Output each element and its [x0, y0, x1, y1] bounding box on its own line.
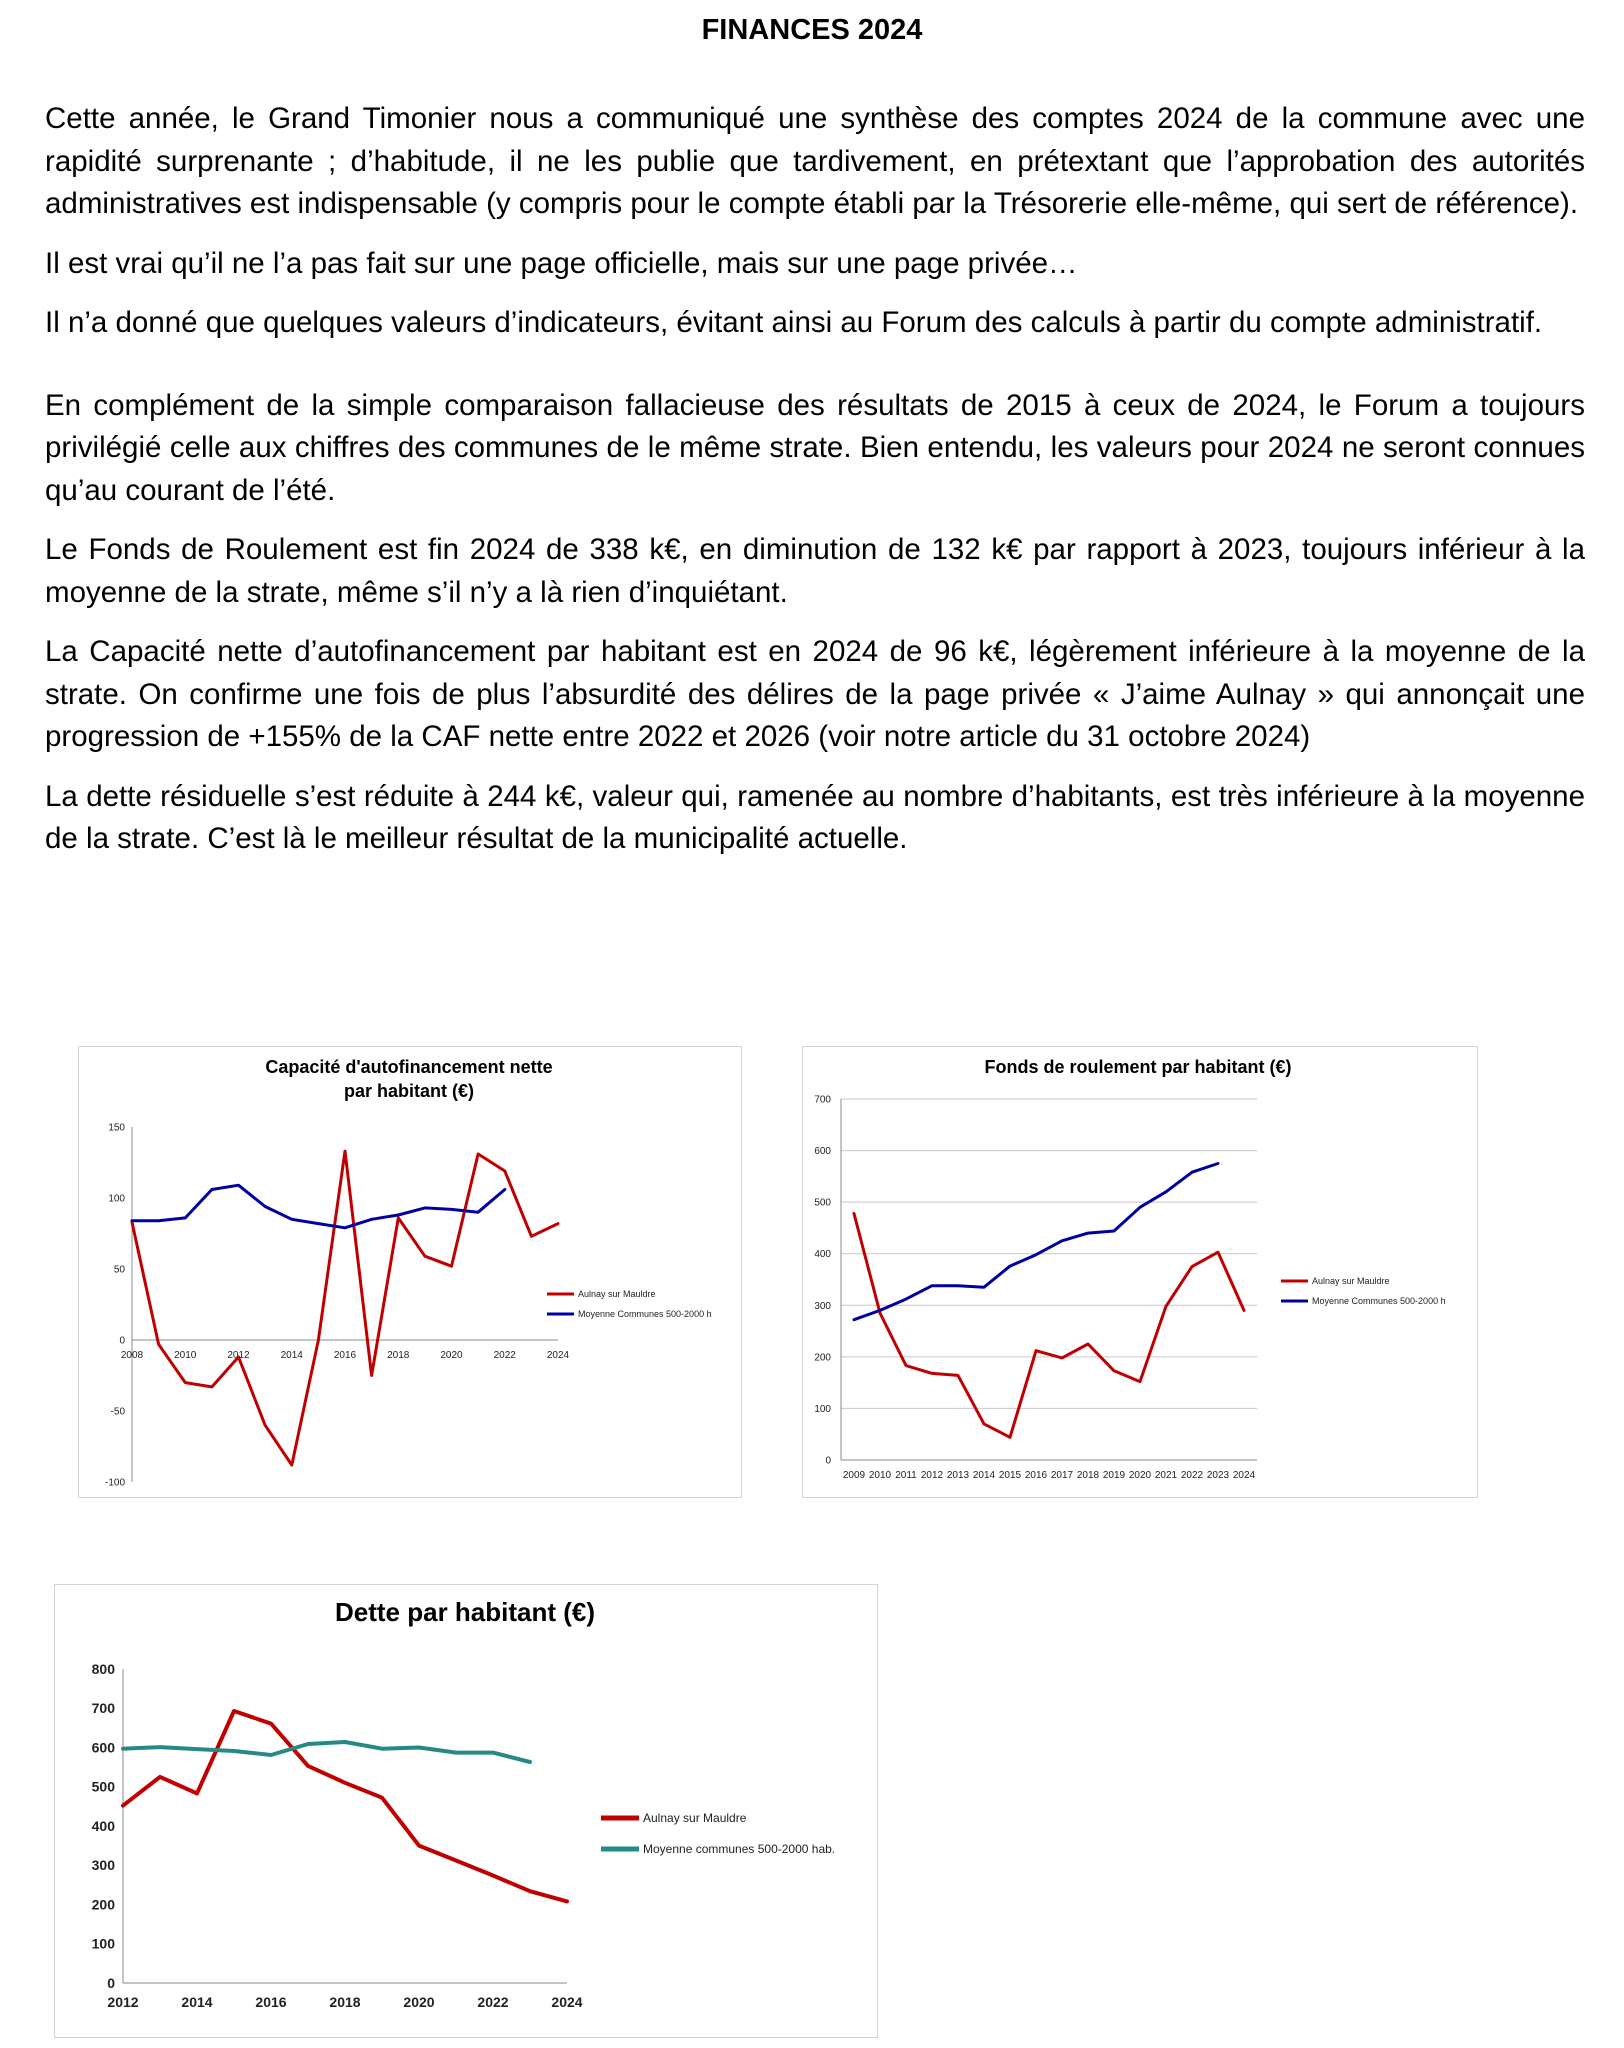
y-tick-label: 600	[814, 1146, 831, 1158]
chart-title-line2: par habitant (€)	[343, 1081, 475, 1101]
x-tick-label: 2024	[551, 1994, 583, 2010]
x-tick-label: 2018	[1076, 1470, 1100, 1481]
y-tick-label: 300	[814, 1300, 831, 1312]
legend-label: Aulnay sur Mauldre	[578, 1289, 656, 1300]
x-tick-label: 2022	[477, 1994, 509, 2010]
fonds-roulement-chart	[802, 1046, 1478, 1498]
x-tick-label: 2020	[1128, 1470, 1152, 1481]
x-tick-label: 2010	[868, 1470, 892, 1481]
x-tick-label: 2008	[120, 1350, 144, 1361]
x-tick-label: 2014	[972, 1470, 996, 1481]
x-tick-label: 2012	[227, 1350, 250, 1361]
x-tick-label: 2010	[174, 1350, 197, 1361]
y-tick-label: 400	[91, 1817, 115, 1834]
y-tick-label: 0	[119, 1335, 125, 1347]
y-tick-label: -50	[110, 1406, 125, 1418]
x-tick-label: 2023	[1206, 1470, 1230, 1481]
x-tick-label: 2022	[1180, 1470, 1204, 1481]
paragraph-caf: La Capacité nette d’autofinancement par habitant est en 2024 de 96 k€, légèrement inférieure à la moyenne de la strate. On confirme une fois de plus l’absurdité des délires de la page privée « J’aime Aulnay » qui annonçait une progression de +155% de la CAF nette entre 2022 et 2026 (voir notre article du 31 octobre 2024)	[45, 635, 1585, 753]
article-body	[45, 98, 1585, 878]
caf-chart	[78, 1046, 742, 1498]
y-tick-label: 600	[91, 1739, 115, 1756]
x-tick-label: 2017	[1050, 1470, 1074, 1481]
series-line-moyenne	[123, 1742, 530, 1762]
y-tick-label: 500	[814, 1197, 831, 1209]
series-line-moyenne	[132, 1185, 505, 1228]
fonds-roulement-chart-svg	[803, 1047, 1477, 1497]
y-tick-label: 700	[814, 1094, 831, 1106]
paragraph-private-page: Il est vrai qu’il ne l’a pas fait sur une page officielle, mais sur une page privée…	[45, 246, 1078, 280]
x-tick-label: 2020	[440, 1350, 463, 1361]
x-tick-label: 2009	[842, 1470, 866, 1481]
x-tick-label: 2020	[403, 1994, 435, 2010]
x-tick-label: 2012	[920, 1470, 944, 1481]
x-tick-label: 2012	[107, 1994, 139, 2010]
y-tick-label: 500	[91, 1778, 115, 1795]
paragraph-comparison: En complément de la simple comparaison fallacieuse des résultats de 2015 à ceux de 2024, le Forum a toujours privilégié celle aux chiffres des communes de le même strate. Bien entendu, les valeurs pour 2024 ne seront connues qu’au courant de l’été.	[45, 388, 1585, 507]
x-tick-label: 2022	[493, 1350, 516, 1361]
x-tick-label: 2011	[895, 1470, 917, 1481]
dette-chart-svg	[55, 1585, 877, 2037]
y-tick-label: 800	[91, 1660, 115, 1677]
paragraph-fonds-roulement: Le Fonds de Roulement est fin 2024 de 338 k€, en diminution de 132 k€ par rapport à 2023, toujours inférieur à la moyenne de la strate, même s’il n’y a là rien d’inquiétant.	[45, 533, 1585, 609]
series-line-moyenne	[854, 1164, 1218, 1320]
paragraph-indicators: Il n’a donné que quelques valeurs d’indicateurs, évitant ainsi au Forum des calculs à partir du compte administratif.	[45, 306, 1543, 339]
y-tick-label: 300	[91, 1857, 115, 1874]
x-tick-label: 2019	[1102, 1470, 1126, 1481]
y-tick-label: 0	[107, 1974, 115, 1991]
x-tick-label: 2015	[998, 1470, 1022, 1481]
y-tick-label: 200	[814, 1352, 831, 1364]
series-line-aulnay	[123, 1711, 567, 1901]
y-tick-label: 200	[91, 1896, 115, 1913]
paragraph-intro: Cette année, le Grand Timonier nous a communiqué une synthèse des comptes 2024 de la commune avec une rapidité surprenante ; d’habitude, il ne les publie que tardivement, en prétextant que l’approbation des autorités administratives est indispensable (y compris pour le compte établi par la Trésorerie elle-même, qui sert de référence).	[45, 102, 1585, 220]
x-tick-label: 2016	[1024, 1470, 1048, 1481]
x-tick-label: 2021	[1154, 1470, 1178, 1481]
y-tick-label: 100	[91, 1935, 115, 1952]
y-tick-label: 100	[814, 1403, 831, 1415]
x-tick-label: 2024	[1232, 1470, 1256, 1481]
y-tick-label: 150	[108, 1122, 125, 1134]
x-tick-label: 2016	[255, 1994, 287, 2010]
x-tick-label: 2014	[280, 1350, 303, 1361]
x-tick-label: 2013	[946, 1470, 970, 1481]
chart-title: Dette par habitant (€)	[334, 1597, 596, 1627]
y-tick-label: 700	[91, 1700, 115, 1717]
legend-label: Moyenne Communes 500-2000 h	[578, 1309, 712, 1320]
paragraph-dette: La dette résiduelle s’est réduite à 244 k€, valeur qui, ramenée au nombre d’habitants, est très inférieure à la moyenne de la strate. C’est là le meilleur résultat de la municipalité actuelle.	[45, 779, 1585, 855]
x-tick-label: 2024	[546, 1350, 570, 1361]
legend-label: Moyenne communes 500-2000 hab.	[643, 1842, 836, 1857]
x-tick-label: 2014	[181, 1994, 213, 2010]
y-tick-label: 0	[825, 1455, 831, 1467]
chart-title: Capacité d'autofinancement nette	[265, 1057, 553, 1077]
chart-title: Fonds de roulement par habitant (€)	[984, 1057, 1292, 1077]
caf-chart-svg	[79, 1047, 741, 1497]
x-tick-label: 2018	[329, 1994, 361, 2010]
y-tick-label: 50	[113, 1264, 125, 1276]
legend-label: Aulnay sur Mauldre	[1312, 1276, 1390, 1287]
y-tick-label: -100	[104, 1477, 125, 1489]
y-tick-label: 100	[108, 1193, 125, 1205]
page-title: FINANCES 2024	[701, 14, 923, 46]
legend-label: Aulnay sur Mauldre	[643, 1811, 747, 1826]
legend-label: Moyenne Communes 500-2000 h	[1312, 1296, 1446, 1307]
dette-chart	[54, 1584, 878, 2038]
x-tick-label: 2016	[333, 1350, 357, 1361]
x-tick-label: 2018	[387, 1350, 410, 1361]
y-tick-label: 400	[814, 1249, 831, 1261]
